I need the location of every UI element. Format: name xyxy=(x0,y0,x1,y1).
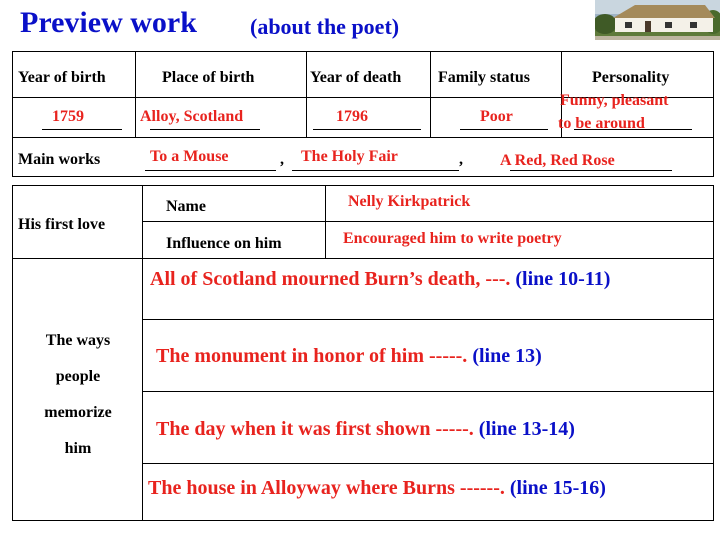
main-work-3: A Red, Red Rose xyxy=(500,152,615,169)
way-text: The house in Alloyway where Burns ------. xyxy=(148,477,505,499)
ways-label-line: The ways xyxy=(45,332,111,349)
header-personality: Personality xyxy=(592,69,670,86)
way-line-ref: (line 15-16) xyxy=(509,477,606,499)
way-line-ref: (line 10-11) xyxy=(515,268,611,290)
header-year-of-death: Year of death xyxy=(310,69,402,86)
header-family-status: Family status xyxy=(438,69,530,86)
way-row-1 xyxy=(150,268,610,291)
answer-year-of-birth: 1759 xyxy=(52,108,84,125)
answer-personality-line1: Funny, pleasant xyxy=(560,92,669,109)
way-line-ref: (line 13) xyxy=(472,345,542,367)
page-subtitle: (about the poet) xyxy=(250,14,400,39)
answer-personality-line2: to be around xyxy=(558,115,645,132)
main-works-label: Main works xyxy=(18,151,101,168)
influence-value: Encouraged him to write poetry xyxy=(343,230,562,247)
ways-label-line: memorize xyxy=(44,404,112,421)
name-label: Name xyxy=(166,198,206,215)
way-line-ref: (line 13-14) xyxy=(478,418,575,440)
first-love-name: Nelly Kirkpatrick xyxy=(348,193,471,210)
answer-family-status: Poor xyxy=(480,108,513,125)
first-love-label: His first love xyxy=(18,216,106,233)
answer-place-of-birth: Alloy, Scotland xyxy=(140,108,244,125)
way-row-4 xyxy=(148,477,606,500)
main-work-2: The Holy Fair xyxy=(301,148,398,165)
header-place-of-birth: Place of birth xyxy=(162,69,255,86)
way-row-3 xyxy=(156,418,575,441)
page-title: Preview work xyxy=(20,6,197,39)
ways-label-line: people xyxy=(55,368,101,385)
main-work-1: To a Mouse xyxy=(150,148,229,165)
ways-label-line: him xyxy=(64,440,92,457)
way-text: The monument in honor of him -----. xyxy=(156,345,468,367)
way-text: All of Scotland mourned Burn’s death, ---. xyxy=(150,268,511,290)
way-text: The day when it was first shown -----. xyxy=(156,418,474,440)
cottage-photo xyxy=(595,0,720,40)
header-year-of-birth: Year of birth xyxy=(18,69,106,86)
separator-2: , xyxy=(459,151,463,168)
separator-1: , xyxy=(280,151,284,168)
way-row-2 xyxy=(156,345,542,368)
answer-year-of-death: 1796 xyxy=(336,108,368,125)
ways-label xyxy=(14,323,142,467)
influence-label: Influence on him xyxy=(166,235,282,252)
